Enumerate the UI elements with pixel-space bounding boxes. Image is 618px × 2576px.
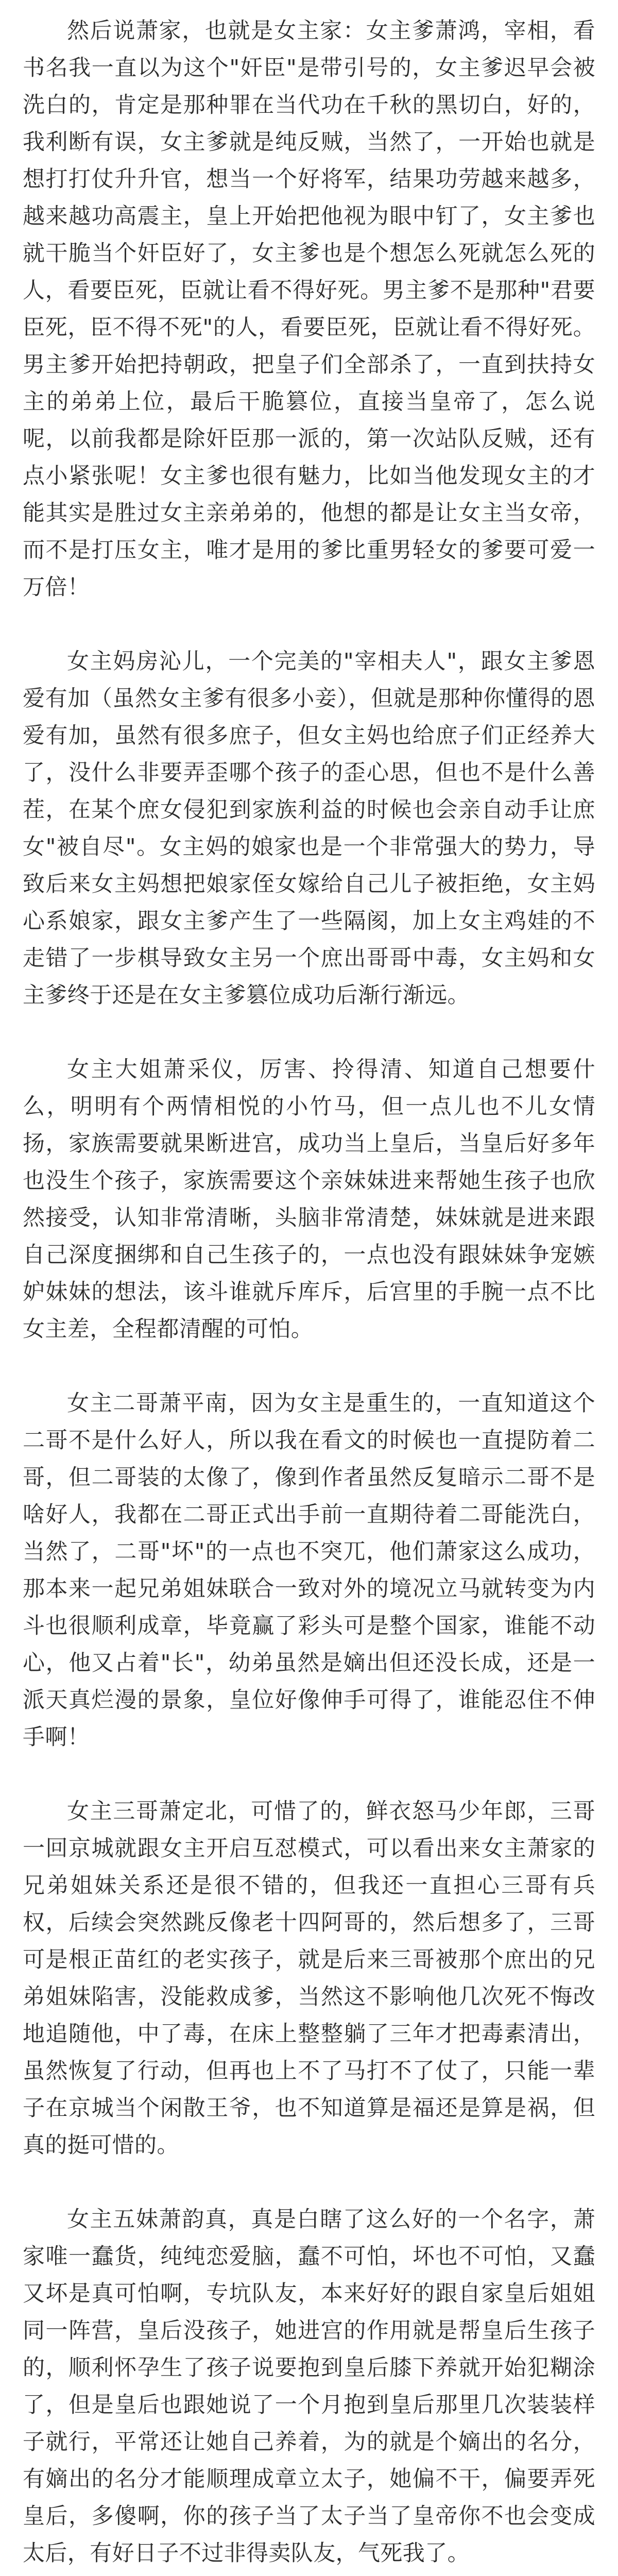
- paragraph-1: 然后说萧家，也就是女主家：女主爹萧鸿，宰相，看书名我一直以为这个"奸臣"是带引号的，女主爹迟早会被洗白的，肯定是那种罪在当代功在千秋的黑切白，好的，我利断有误，女主爹就是纯反贼，当然了，一开始也就是想打打仗升升官，想当一个好将军，结果功劳越来越多，越来越功高震主，皇上开始把他视为眼中钉了，女主爹也就干脆当个奸臣好了，女主爹也是个想怎么死就怎么死的人，看要臣死，臣就让看不得好死。男主爹不是那种"君要臣死，臣不得不死"的人，看要臣死，臣就让看不得好死。男主爹开始把持朝政，把皇子们全部杀了，一直到扶持女主的弟弟上位，最后干脆篡位，直接当皇帝了，怎么说呢，以前我都是除奸臣那一派的，第一次站队反贼，还有点小紧张呢！女主爹也很有魅力，比如当他发现女主的才能其实是胜过女主亲弟弟的，他想的都是让女主当女帝，而不是打压女主，唯才是用的爹比重男轻女的爹要可爱一万倍！: [23, 18, 595, 600]
- paragraph-2: 女主妈房沁儿，一个完美的"宰相夫人"，跟女主爹恩爱有加（虽然女主爹有很多小妾），但就是那种你懂得的恩爱有加，虽然有很多庶子，但女主妈也给庶子们正经养大了，没什么非要弄歪哪个孩子的歪心思，但也不是什么善茬，在某个庶女侵犯到家族利益的时候也会亲自动手让庶女"被自尽"。女主妈的娘家也是一个非常强大的势力，导致后来女主妈想把娘家侄女嫁给自己儿子被拒绝，女主妈心系娘家，跟女主爹产生了一些隔阂，加上女主鸡娃的不走错了一步棋导致女主另一个庶出哥哥中毒，女主妈和女主爹终于还是在女主爹篡位成功后渐行渐远。: [23, 649, 595, 1008]
- paragraph-3: 女主大姐萧采仪，厉害、拎得清、知道自己想要什么，明明有个两情相悦的小竹马，但一点儿也不儿女情扬，家族需要就果断进宫，成功当上皇后，当皇后好多年也没生个孩子，家族需要这个亲妹妹进来帮她生孩子也欣然接受，认知非常清晰，头脑非常清楚，妹妹就是进来跟自己深度捆绑和自己生孩子的，一点也没有跟妹妹争宠嫉妒妹妹的想法，该斗谁就斥库斥，后宫里的手腕一点不比女主差，全程都清醒的可怕。: [23, 1057, 595, 1342]
- article-body: [23, 12, 595, 2576]
- paragraph-4: 女主二哥萧平南，因为女主是重生的，一直知道这个二哥不是什么好人，所以我在看文的时候也一直提防着二哥，但二哥装的太像了，像到作者虽然反复暗示二哥不是啥好人，我都在二哥正式出手前一直期待着二哥能洗白，当然了，二哥"坏"的一点也不突兀，他们萧家这么成功，那本来一起兄弟姐妹联合一致对外的境况立马就转变为内斗也很顺利成章，毕竟赢了彩头可是整个国家，谁能不动心，他又占着"长"，幼弟虽然是嫡出但还没长成，还是一派天真烂漫的景象，皇位好像伸手可得了，谁能忍住不伸手啊！: [23, 1391, 595, 1750]
- paragraph-6: 女主五妹萧韵真，真是白瞎了这么好的一个名字，萧家唯一蠢货，纯纯恋爱脑，蠢不可怕，坏也不可怕，又蠢又坏是真可怕啊，专坑队友，本来好好的跟自家皇后姐姐同一阵营，皇后没孩子，她进宫的作用就是帮皇后生孩子的，顺利怀孕生了孩子说要抱到皇后膝下养就开始犯糊涂了，但是皇后也跟她说了一个月抱到皇后那里几次装装样子就行，平常还让她自己养着，为的就是个嫡出的名分，有嫡出的名分才能顺理成章立太子，她偏不干，偏要弄死皇后，多傻啊，你的孩子当了太子当了皇帝你不也会变成太后，有好日子不过非得卖队友，气死我了。: [23, 2207, 595, 2566]
- paragraph-5: 女主三哥萧定北，可惜了的，鲜衣怒马少年郎，三哥一回京城就跟女主开启互怼模式，可以看出来女主萧家的兄弟姐妹关系还是很不错的，但我还一直担心三哥有兵权，后续会突然跳反像老十四阿哥的，然后想多了，三哥可是根正苗红的老实孩子，就是后来三哥被那个庶出的兄弟姐妹陷害，没能救成爹，当然这不影响他几次死不悔改地追随他，中了毒，在床上整整躺了三年才把毒素清出，虽然恢复了行动，但再也上不了马打不了仗了，只能一辈子在京城当个闲散王爷，也不知道算是福还是算是祸，但真的挺可惜的。: [23, 1799, 595, 2158]
